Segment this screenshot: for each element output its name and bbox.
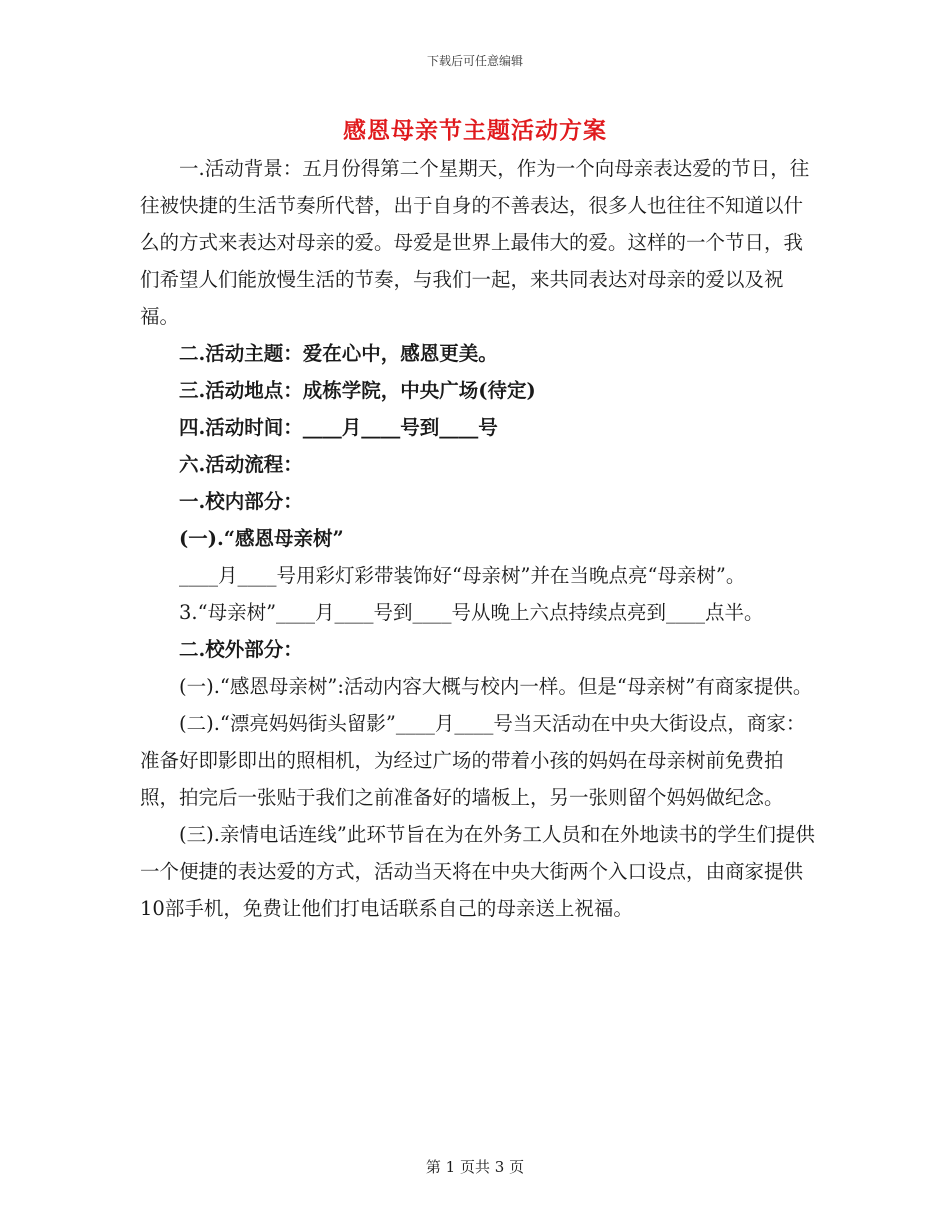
paragraph-theme: 二.活动主题：爱在心中，感恩更美。 <box>179 342 498 365</box>
paragraph-campus-tree-heading: (一).“感恩母亲树” <box>179 527 344 550</box>
paragraph-campus-tree-light: 3.“母亲树”____月____号到____号从晚上六点持续点亮到____点半。 <box>179 601 764 624</box>
header-note: 下载后可任意编辑 <box>426 54 523 68</box>
paragraph-offcampus-heading: 二.校外部分： <box>179 638 303 661</box>
document-title: 感恩母亲节主题活动方案 <box>343 117 607 144</box>
paragraph-offcampus-phone: (三).亲情电话连线”此环节旨在为在外务工人员和在外地读书的学生们提供一个便捷的表达爱的方式，活动当天将在中央大街两个入口设点，由商家提供10部手机，免费让他们打电话联系自己的母亲送上祝福。 <box>140 823 815 920</box>
document-body <box>140 150 820 927</box>
paragraph-offcampus-photo: (二).“漂亮妈妈街头留影”____月____号当天活动在中央大街设点，商家：准备好即影即出的照相机，为经过广场的带着小孩的妈妈在母亲树前免费拍照，拍完后一张贴于我们之前准备好的墙板上，另一张则留个妈妈做纪念。 <box>140 712 806 809</box>
paragraph-background: 一.活动背景：五月份得第二个星期天，作为一个向母亲表达爱的节日，往往被快捷的生活节奏所代替，出于自身的不善表达，很多人也往往不知道以什么的方式来表达对母亲的爱。母爱是世界上最伟大的爱。这样的一个节日，我们希望人们能放慢生活的节奏，与我们一起，来共同表达对母亲的爱以及祝福。 <box>140 157 810 328</box>
paragraph-campus-tree-decorate: ____月____号用彩灯彩带装饰好“母亲树”并在当晚点亮“母亲树”。 <box>179 564 746 587</box>
paragraph-location: 三.活动地点：成栋学院，中央广场(待定) <box>179 379 536 402</box>
paragraph-offcampus-tree: (一).“感恩母亲树”:活动内容大概与校内一样。但是“母亲树”有商家提供。 <box>179 675 813 698</box>
page-footer: 第 1 页共 3 页 <box>425 1158 525 1176</box>
paragraph-time: 四.活动时间：____月____号到____号 <box>179 416 498 439</box>
paragraph-campus-heading: 一.校内部分： <box>179 490 303 513</box>
paragraph-process-heading: 六.活动流程： <box>179 453 303 476</box>
